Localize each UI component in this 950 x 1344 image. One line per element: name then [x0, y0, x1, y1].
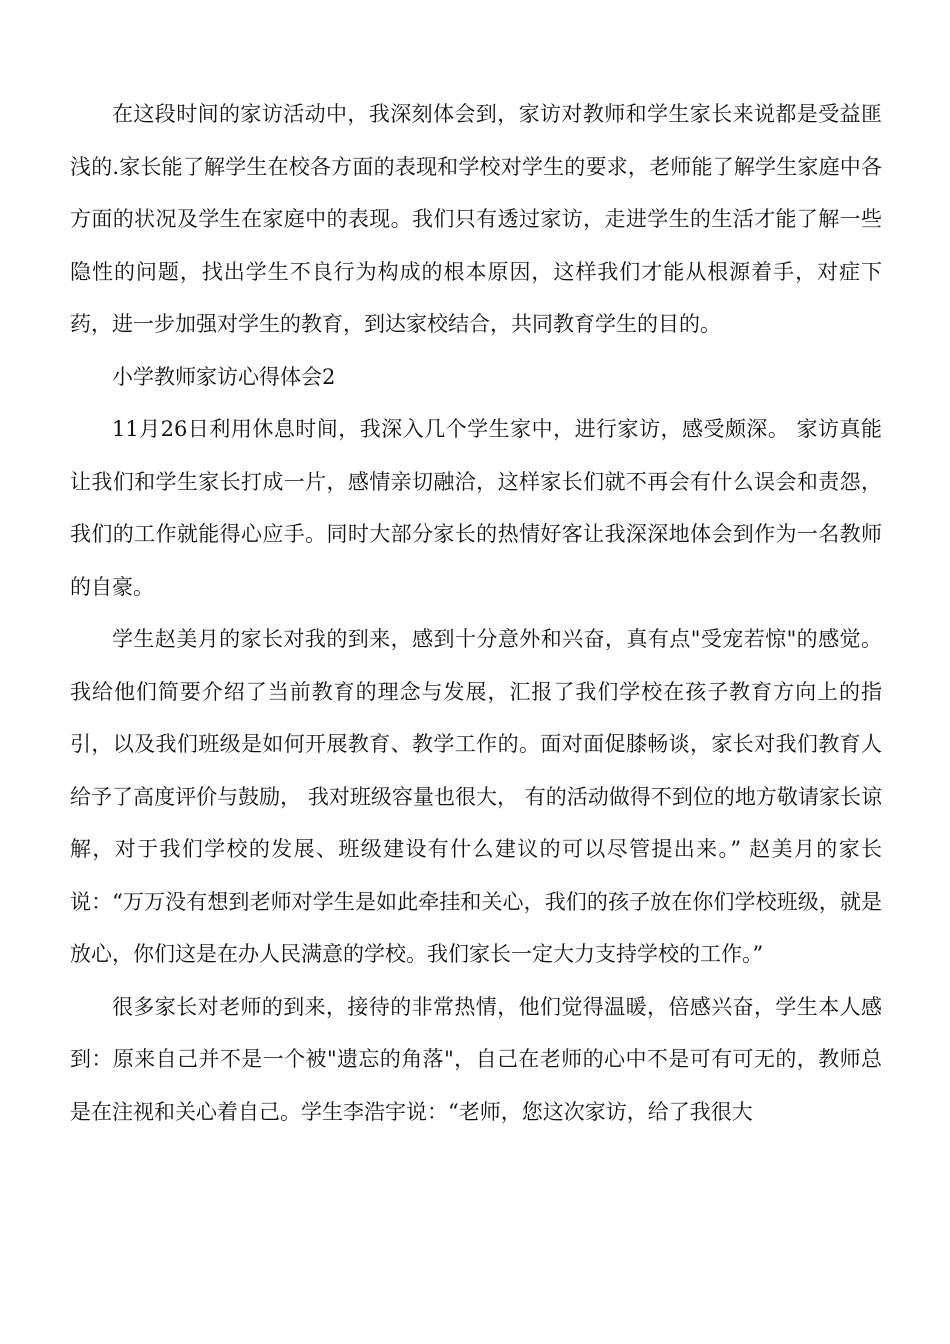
paragraph-1: 在这段时间的家访活动中，我深刻体会到，家访对教师和学生家长来说都是受益匪浅的.家长能了解学生在校各方面的表现和学校对学生的要求，老师能了解学生家庭中各方面的状况及学生在家庭中的表现。我们只有透过家访，走进学生的生活才能了解一些隐性的问题，找出学生不良行为构成的根本原因，这样我们才能从根源着手，对症下药，进一步加强对学生的教育，到达家校结合，共同教育学生的目的。 — [70, 102, 882, 336]
paragraph-4: 很多家长对老师的到来，接待的非常热情，他们觉得温暖，倍感兴奋，学生本人感到：原来自己并不是一个被"遗忘的角落"，自己在老师的心中不是可有可无的，教师总是在注视和关心着自己。学生李浩宇说：“老师，您这次家访，给了我很大 — [70, 994, 882, 1124]
paragraph-2: 11月26日利用休息时间，我深入几个学生家中，进行家访，感受颇深。 家访真能让我们和学生家长打成一片，感情亲切融洽，这样家长们就不再会有什么误会和责怨，我们的工作就能得心应手。同时大部分家长的热情好客让我深深地体会到作为一名教师的自豪。 — [70, 417, 882, 599]
paragraph-3: 学生赵美月的家长对我的到来，感到十分意外和兴奋，真有点"受宠若惊"的感觉。我给他们简要介绍了当前教育的理念与发展，汇报了我们学校在孩子教育方向上的指引，以及我们班级是如何开展教育、教学工作的。面对面促膝畅谈，家长对我们教育人给予了高度评价与鼓励， 我对班级容量也很大， 有的活动做得不到位的地方敬请家长谅解，对于我们学校的发展、班级建设有什么建议的可以尽管提出来。” 赵美月的家长说：“万万没有想到老师对学生是如此牵挂和关心，我们的孩子放在你们学校班级，就是放心，你们这是在办人民满意的学校。我们家长一定大力支持学校的工作。” — [70, 627, 882, 966]
document-page — [70, 88, 882, 1138]
section-heading: 小学教师家访心得体会2 — [112, 364, 336, 389]
